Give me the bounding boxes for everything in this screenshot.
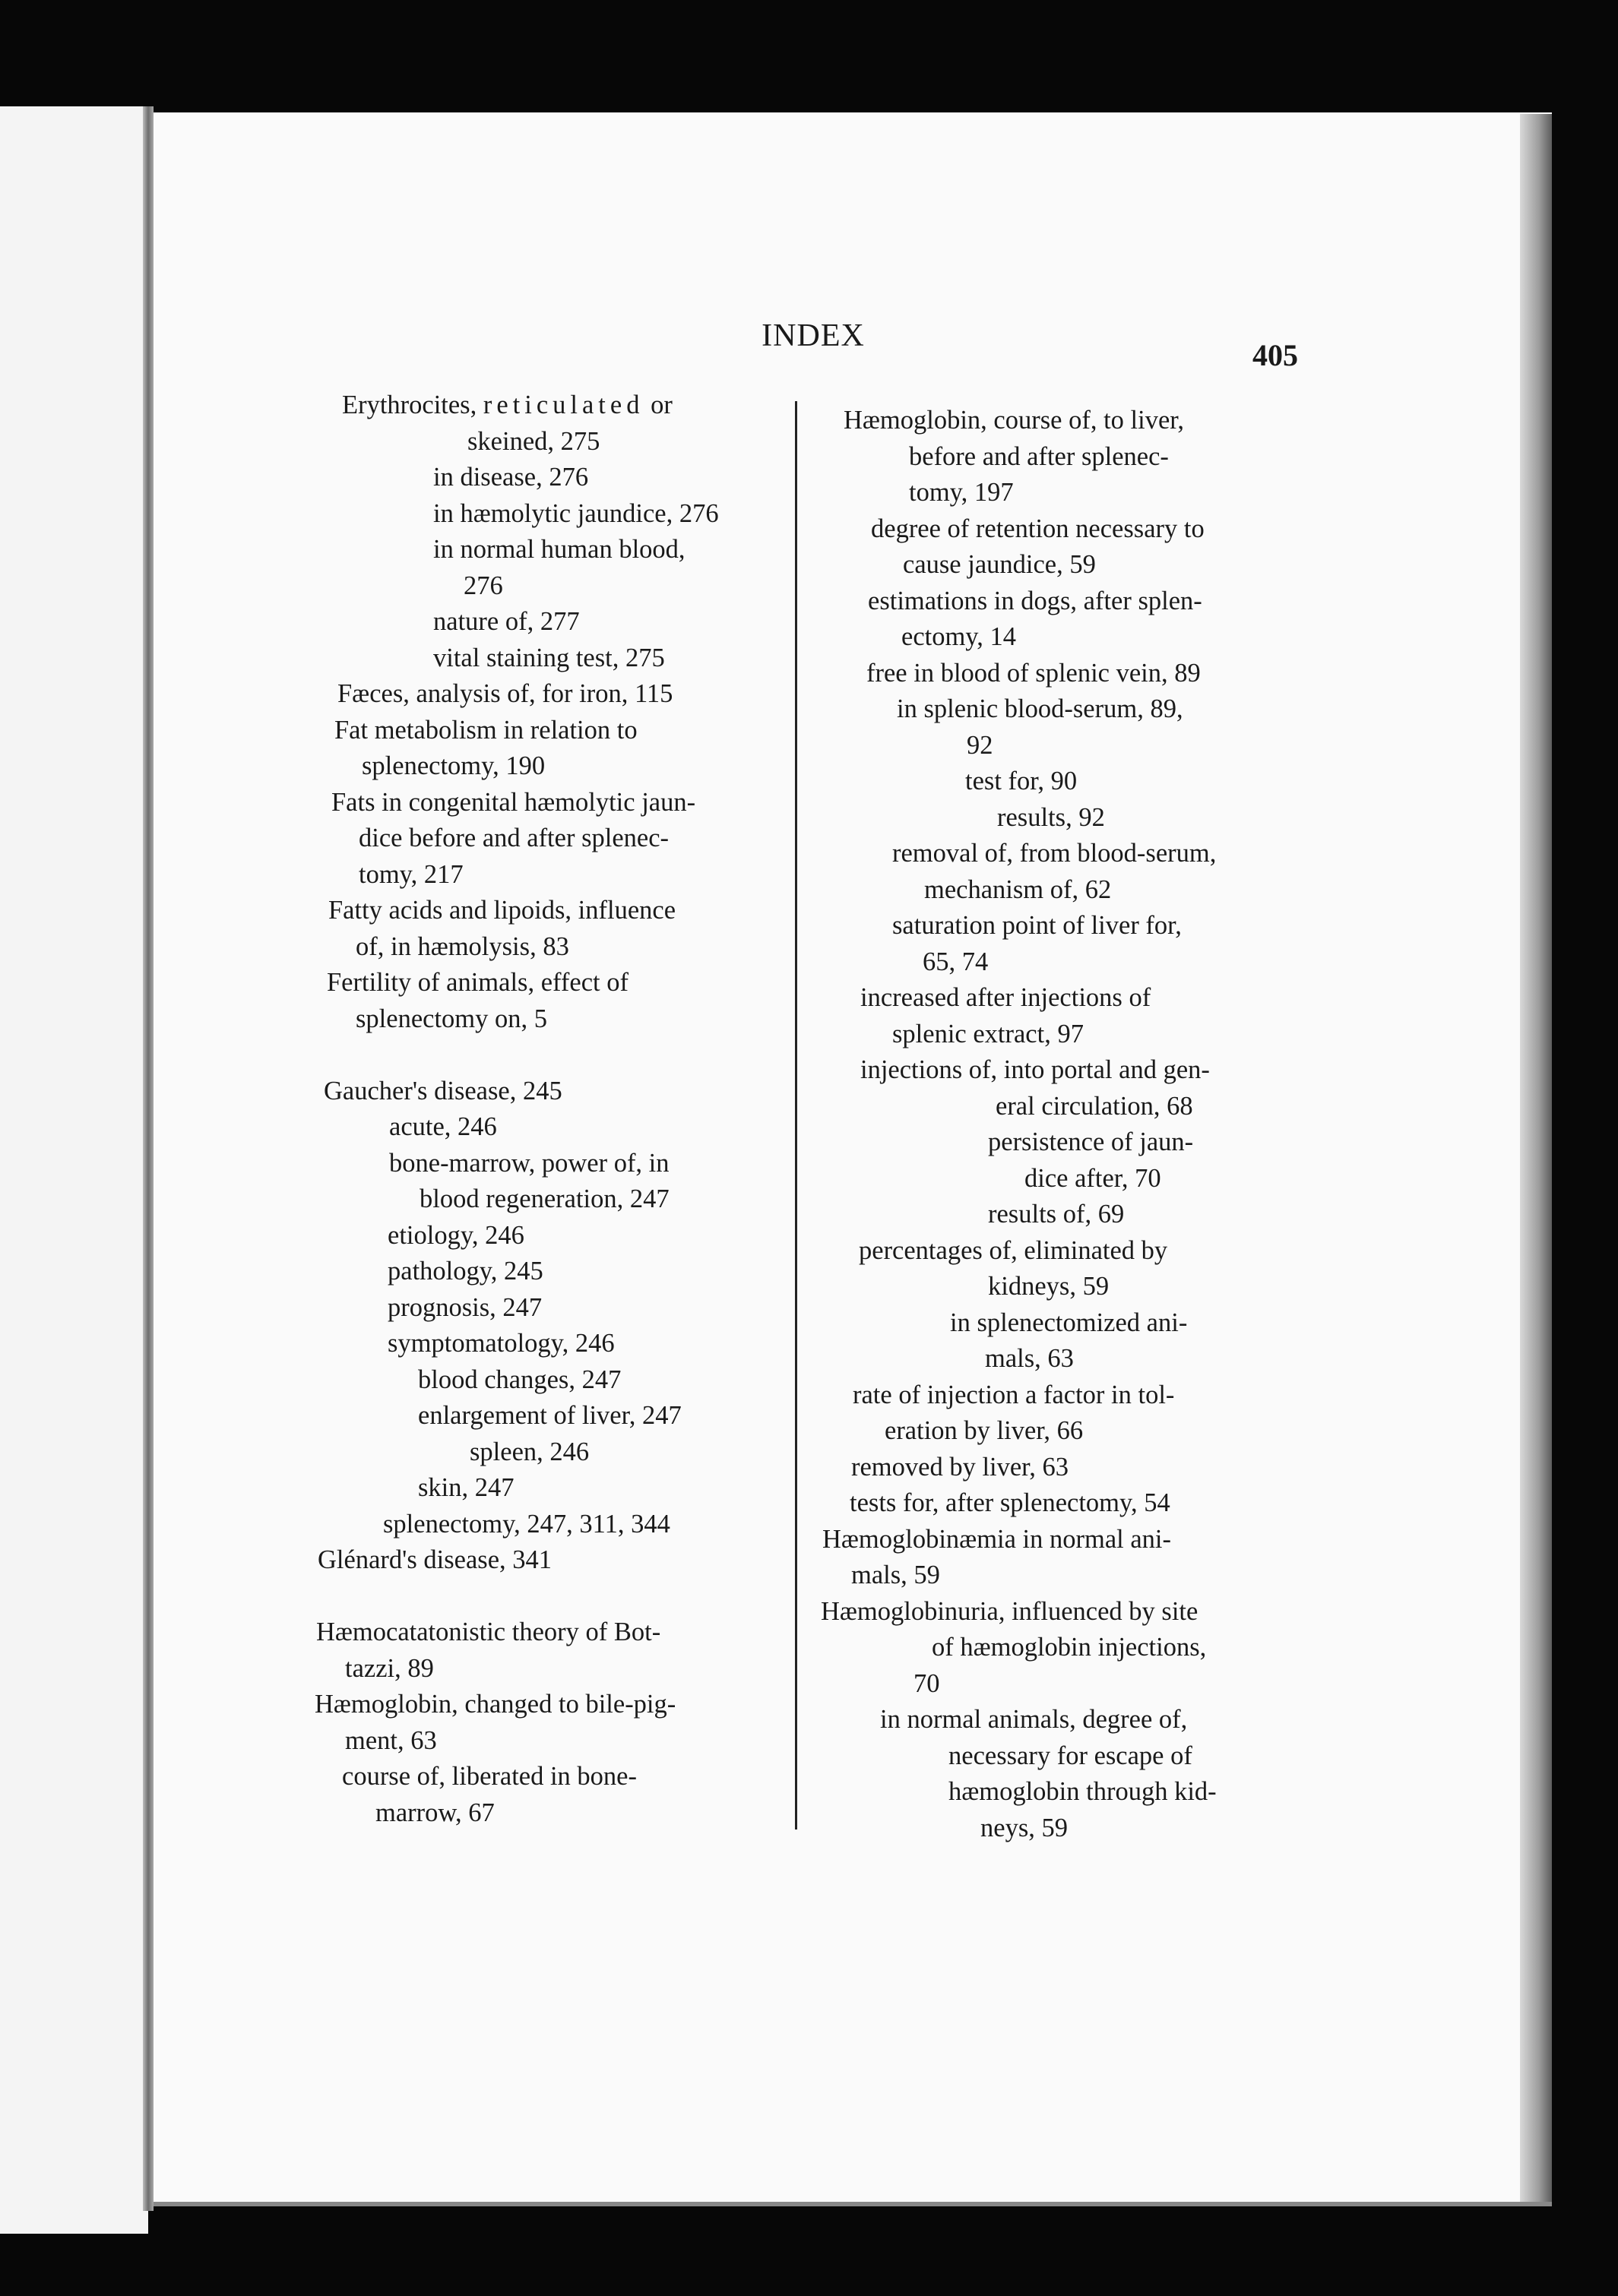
index-entry-line: [821, 691, 1307, 728]
index-entry-line: [304, 1254, 806, 1290]
index-entry-line: [821, 836, 1307, 872]
column-divider: [795, 401, 797, 1830]
index-entry-line: [304, 1398, 806, 1434]
index-entry-line: [821, 1811, 1307, 1847]
index-entry-line: [821, 908, 1307, 944]
index-entry-line: [304, 857, 806, 893]
index-entry-line: [821, 475, 1307, 511]
entry-text: Fæces, analysis of, for iron, 115: [337, 679, 673, 708]
index-entry-line: [304, 785, 806, 821]
entry-text: Fatty acids and lipoids, influence: [328, 896, 676, 925]
index-entry-line: [304, 893, 806, 929]
entry-text: Hæmoglobin, course of, to liver,: [844, 406, 1185, 435]
index-entry-line: [304, 676, 806, 713]
index-entry-line: [304, 496, 806, 533]
entry-text: removal of, from blood-serum,: [892, 839, 1217, 868]
index-entry-line: [304, 929, 806, 966]
index-entry-line: [304, 1290, 806, 1327]
index-entry-line: [821, 1341, 1307, 1377]
index-entry-line: [304, 424, 806, 460]
page-bottom-edge: [154, 2202, 1552, 2206]
entry-text: removed by liver, 63: [851, 1452, 1069, 1482]
entry-text: Erythrocites,: [342, 391, 477, 419]
running-title: INDEX: [762, 318, 865, 353]
entry-text: neys, 59: [980, 1813, 1068, 1842]
index-entry-line: [304, 1001, 806, 1038]
index-entry-line: [304, 1614, 806, 1651]
entry-text: etiology, 246: [388, 1220, 524, 1250]
index-entry-line: [304, 1723, 806, 1760]
entry-gap: [304, 1037, 806, 1074]
index-entry-line: [821, 1233, 1307, 1270]
entry-text: enlargement of liver, 247: [418, 1401, 682, 1430]
index-entry-line: [304, 1109, 806, 1146]
entry-text: 276: [464, 571, 503, 600]
page-number: 405: [1252, 338, 1298, 372]
entry-text: 65, 74: [923, 947, 989, 976]
entry-text: prognosis, 247: [388, 1292, 543, 1322]
index-entry-line: [304, 1218, 806, 1254]
index-entry-line: [304, 604, 806, 640]
entry-text: mals, 63: [985, 1344, 1074, 1373]
index-entry-line: [304, 532, 806, 568]
entry-text: blood regeneration, 247: [420, 1184, 670, 1213]
entry-text: tests for, after splenectomy, 54: [850, 1488, 1170, 1517]
entry-text: splenic extract, 97: [892, 1019, 1084, 1048]
entry-text: in splenectomized ani-: [950, 1308, 1188, 1337]
entry-text: ment, 63: [345, 1725, 437, 1755]
entry-text: free in blood of splenic vein, 89: [866, 658, 1201, 688]
entry-text: skin, 247: [418, 1473, 515, 1502]
entry-text: rate of injection a factor in tol-: [853, 1380, 1175, 1409]
entry-text: results of, 69: [988, 1200, 1125, 1229]
index-entry-line: [821, 1161, 1307, 1197]
index-entry-line: [821, 800, 1307, 836]
index-entry-line: [821, 1269, 1307, 1305]
index-entry-line: [821, 1017, 1307, 1053]
entry-text: skeined, 275: [467, 426, 600, 456]
index-entry-line: [821, 1485, 1307, 1522]
entry-text: percentages of, eliminated by: [859, 1235, 1168, 1265]
entry-text: 70: [913, 1668, 940, 1698]
index-entry-line: [304, 640, 806, 677]
entry-text: course of, liberated in bone-: [342, 1762, 637, 1791]
entry-text: symptomatology, 246: [388, 1329, 615, 1358]
entry-text: increased after injections of: [860, 983, 1151, 1012]
entry-text: saturation point of liver for,: [892, 911, 1182, 940]
index-entry-line: [821, 403, 1307, 439]
entry-text: injections of, into portal and gen-: [860, 1055, 1210, 1084]
index-entry-line: [821, 1522, 1307, 1558]
index-entry-line: [304, 1146, 806, 1182]
index-entry-line: [304, 387, 806, 424]
entry-text: eration by liver, 66: [885, 1416, 1084, 1445]
entry-text: Gaucher's disease, 245: [324, 1076, 562, 1105]
index-entry-line: [821, 1738, 1307, 1775]
index-entry-line: [821, 619, 1307, 656]
entry-text: Fat metabolism in relation to: [334, 715, 638, 745]
index-entry-line: [304, 1181, 806, 1218]
index-entry-line: [304, 713, 806, 749]
index-entry-line: [304, 1507, 806, 1543]
index-entry-line: [821, 1052, 1307, 1089]
index-entry-line: [304, 1687, 806, 1723]
index-entry-line: [821, 728, 1307, 764]
entry-text: Glénard's disease, 341: [318, 1545, 553, 1574]
index-entry-line: [304, 1795, 806, 1832]
entry-text: splenectomy, 247, 311, 344: [383, 1509, 670, 1539]
entry-text: results, 92: [997, 802, 1105, 832]
entry-text: 92: [967, 730, 993, 760]
index-entry-line: [821, 872, 1307, 909]
entry-text: bone-marrow, power of, in: [389, 1148, 670, 1178]
entry-text: dice after, 70: [1024, 1163, 1161, 1193]
index-entry-line: [821, 656, 1307, 692]
entry-text: estimations in dogs, after splen-: [868, 586, 1202, 615]
entry-spaced-text: reticulated: [483, 391, 644, 419]
entry-text: test for, 90: [965, 767, 1078, 795]
entry-text: vital staining test, 275: [433, 643, 665, 672]
entry-text: persistence of jaun-: [988, 1127, 1194, 1156]
entry-text: Hæmoglobin, changed to bile-pig-: [315, 1690, 676, 1719]
entry-text: tazzi, 89: [345, 1653, 434, 1683]
index-entry-line: [304, 568, 806, 605]
entry-text: mechanism of, 62: [924, 874, 1112, 904]
index-entry-line: [304, 1759, 806, 1795]
entry-text: ectomy, 14: [901, 622, 1017, 651]
entry-text: tomy, 197: [909, 478, 1014, 507]
entry-text: cause jaundice, 59: [903, 550, 1096, 579]
entry-text: tomy, 217: [359, 859, 464, 889]
entry-text: degree of retention necessary to: [871, 514, 1205, 543]
index-entry-line: [821, 1558, 1307, 1594]
index-entry-line: [821, 764, 1307, 800]
index-entry-line: [304, 1470, 806, 1507]
facing-page-edge: [0, 106, 148, 2234]
index-entry-line: [821, 547, 1307, 583]
entry-text: of, in hæmolysis, 83: [356, 931, 569, 961]
entry-text: in splenic blood-serum, 89,: [897, 694, 1183, 723]
index-entry-line: [304, 460, 806, 496]
page-stack-edge: [1520, 114, 1552, 2203]
entry-text: dice before and after splenec-: [359, 824, 670, 852]
index-entry-line: [821, 1594, 1307, 1630]
entry-text: Hæmoglobinuria, influenced by site: [821, 1596, 1198, 1626]
index-entry-line: [304, 1074, 806, 1110]
index-entry-line: [304, 1326, 806, 1362]
entry-text: spleen, 246: [470, 1437, 590, 1466]
index-entry-line: [821, 1450, 1307, 1486]
index-entry-line: [304, 965, 806, 1001]
index-entry-line: [821, 439, 1307, 476]
entry-text: splenectomy, 190: [362, 751, 546, 780]
entry-suffix-text: or: [644, 391, 673, 419]
index-entry-line: [304, 821, 806, 857]
entry-text: mals, 59: [851, 1561, 940, 1589]
index-entry-line: [821, 980, 1307, 1017]
index-entry-line: [821, 583, 1307, 620]
index-entry-line: [821, 1702, 1307, 1738]
index-entry-line: [821, 1630, 1307, 1666]
index-entry-line: [304, 1542, 806, 1579]
entry-text: Hæmoglobinæmia in normal ani-: [822, 1524, 1171, 1554]
entry-text: kidneys, 59: [988, 1272, 1110, 1301]
index-entry-line: [304, 1362, 806, 1399]
entry-text: Fertility of animals, effect of: [327, 968, 629, 997]
entry-text: in disease, 276: [433, 463, 589, 492]
index-entry-line: [821, 944, 1307, 981]
entry-text: marrow, 67: [375, 1798, 495, 1827]
entry-text: Hæmocatatonistic theory of Bot-: [316, 1618, 661, 1646]
book-gutter: [143, 106, 154, 2211]
entry-text: in normal animals, degree of,: [880, 1705, 1188, 1734]
entry-text: before and after splenec-: [909, 441, 1169, 471]
index-entry-line: [821, 511, 1307, 548]
entry-text: nature of, 277: [433, 607, 580, 636]
index-entry-line: [821, 1377, 1307, 1414]
index-entry-line: [821, 1089, 1307, 1125]
entry-text: eral circulation, 68: [996, 1091, 1193, 1121]
entry-text: necessary for escape of: [948, 1741, 1192, 1770]
index-entry-line: [821, 1124, 1307, 1161]
index-entry-line: [304, 748, 806, 785]
entry-text: blood changes, 247: [418, 1365, 622, 1394]
index-entry-line: [821, 1197, 1307, 1233]
index-entry-line: [821, 1413, 1307, 1450]
entry-text: of hæmoglobin injections,: [932, 1633, 1207, 1662]
entry-text: in hæmolytic jaundice, 276: [433, 498, 719, 528]
index-entry-line: [304, 1434, 806, 1471]
entry-text: acute, 246: [389, 1112, 497, 1141]
entry-text: in normal human blood,: [433, 535, 686, 564]
index-entry-line: [821, 1666, 1307, 1703]
entry-text: pathology, 245: [388, 1257, 543, 1286]
index-entry-line: [821, 1305, 1307, 1342]
entry-text: splenectomy on, 5: [356, 1004, 547, 1033]
entry-text: hæmoglobin through kid-: [948, 1777, 1217, 1806]
entry-gap: [304, 1579, 806, 1615]
index-entry-line: [821, 1774, 1307, 1811]
index-column-left: [304, 387, 806, 1831]
entry-text: Fats in congenital hæmolytic jaun-: [331, 787, 696, 817]
index-column-right: [821, 403, 1307, 1846]
index-entry-line: [304, 1651, 806, 1687]
